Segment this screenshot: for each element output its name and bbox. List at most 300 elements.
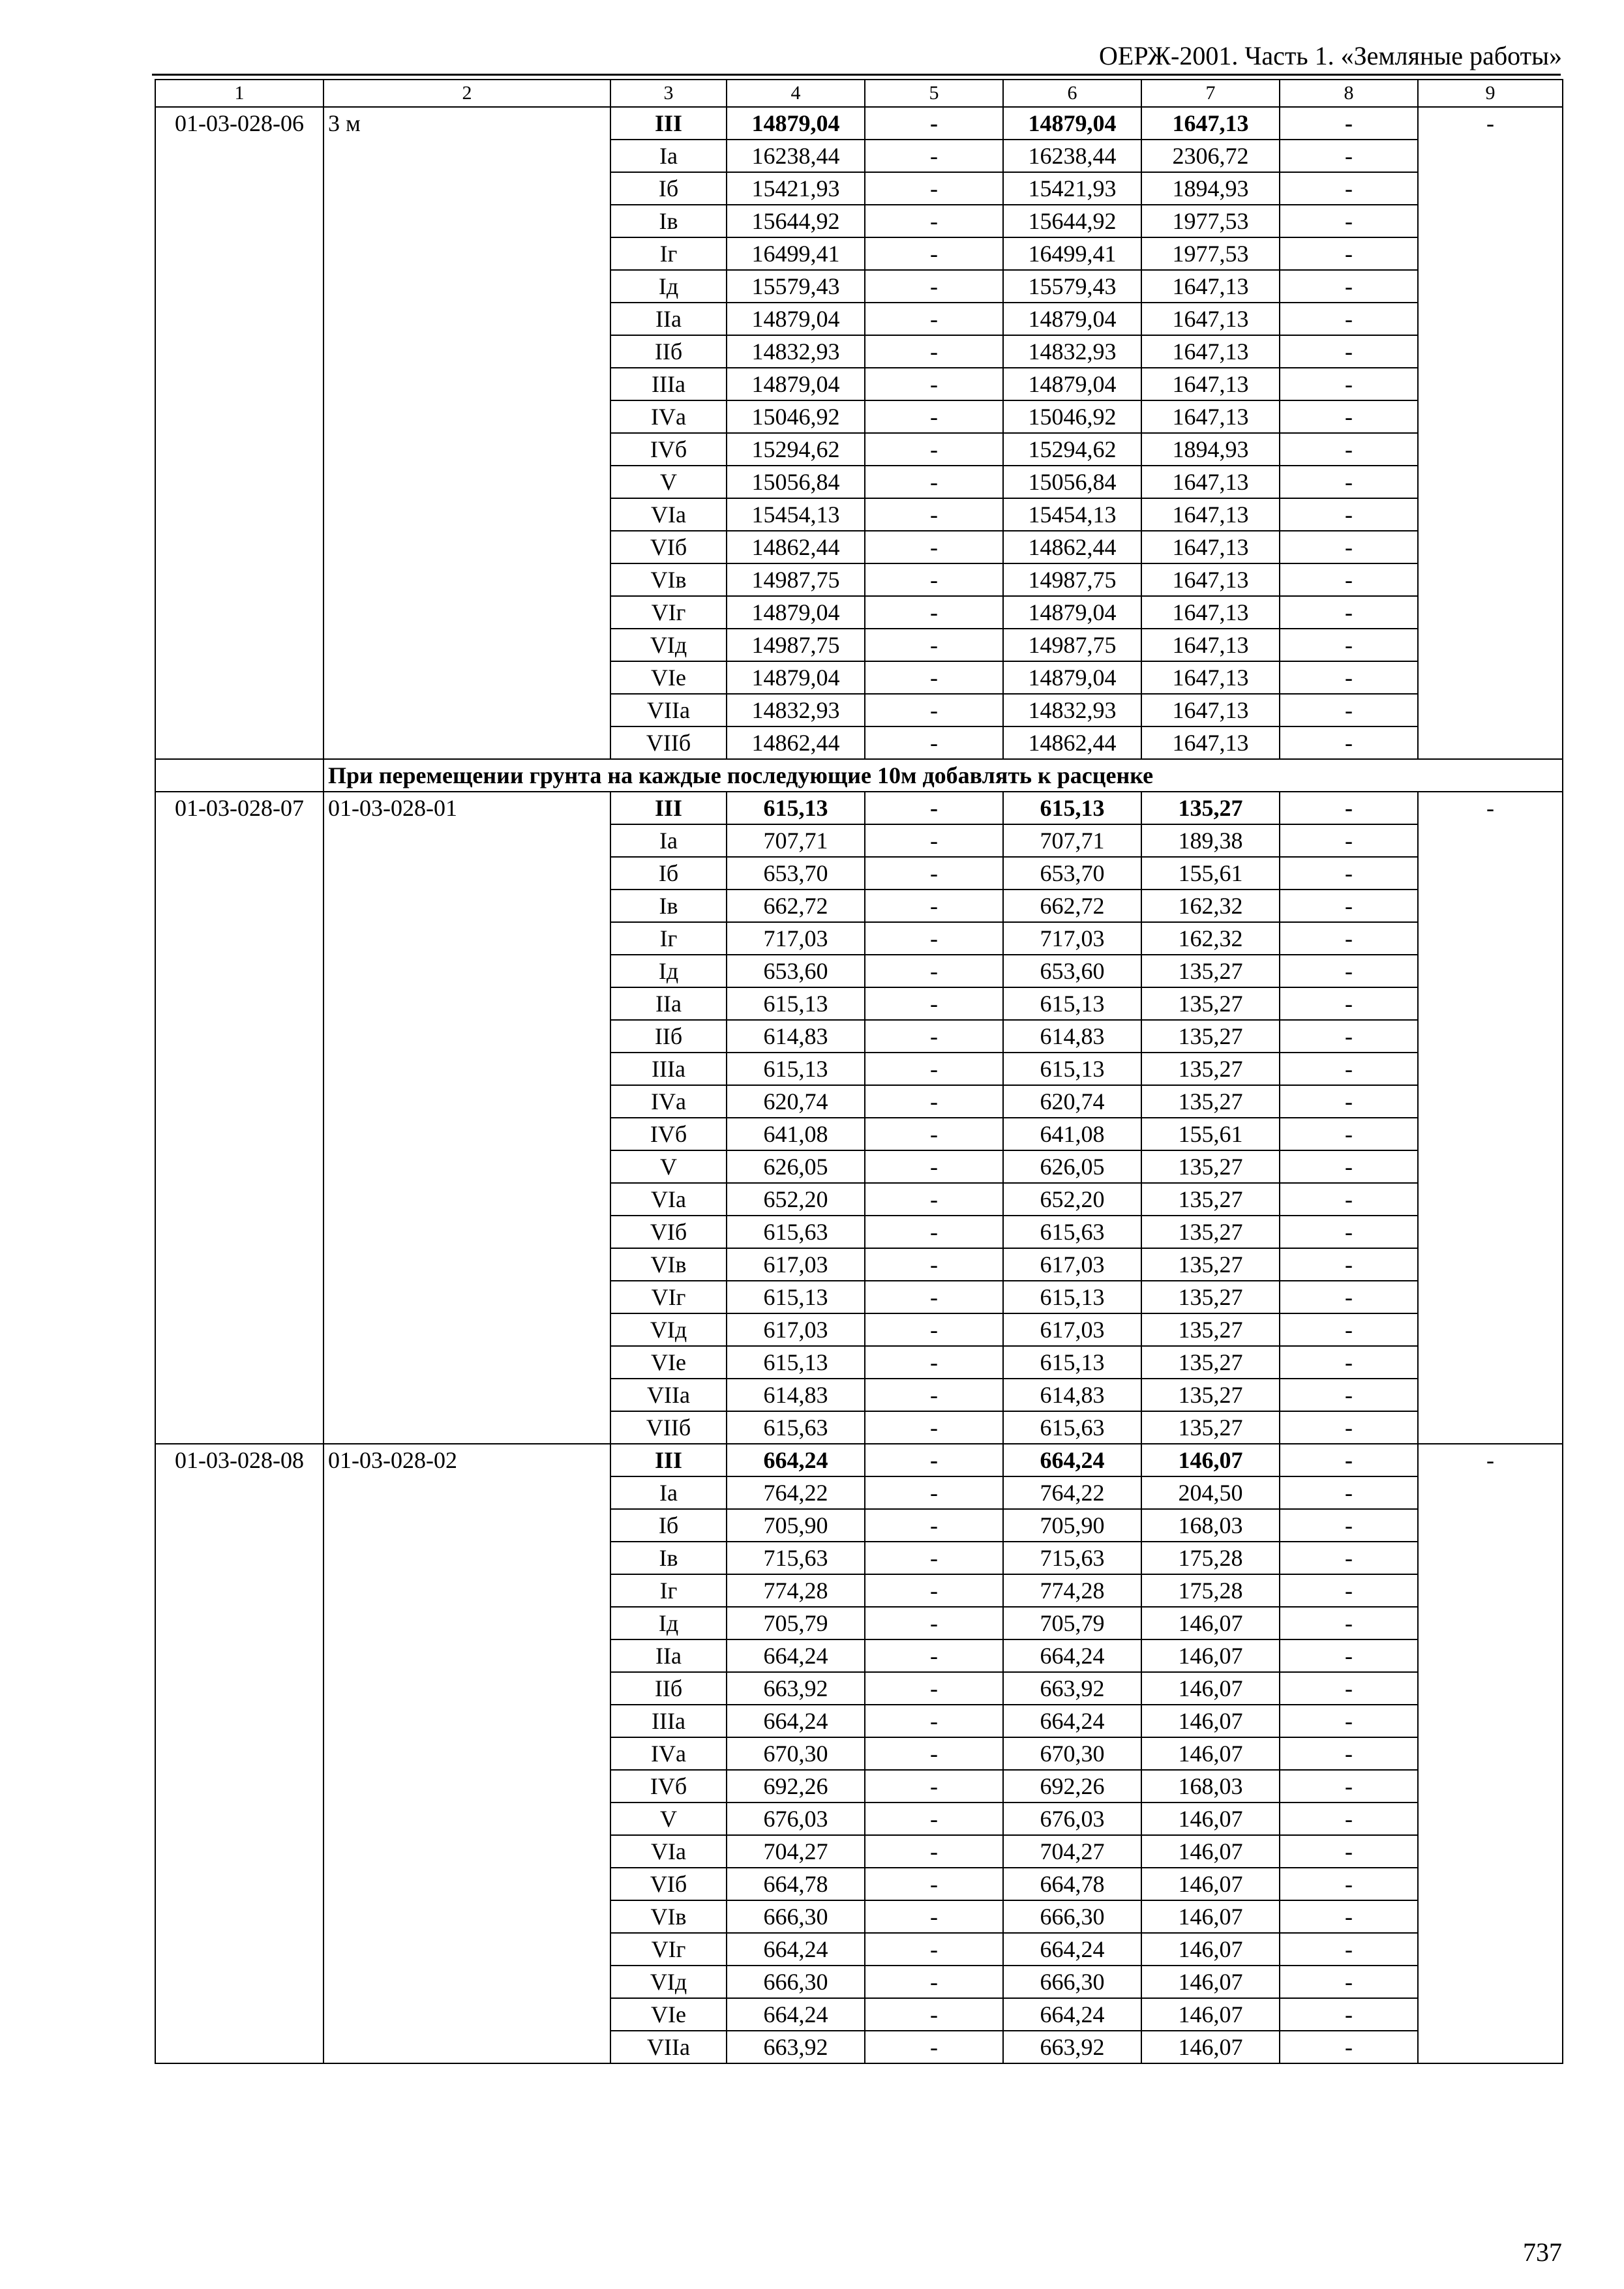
materials-cost: - — [1280, 1705, 1418, 1737]
incl-wages: 1647,13 — [1141, 629, 1280, 661]
incl-wages: 135,27 — [1141, 987, 1280, 1020]
labor-cost: - — [865, 2031, 1003, 2063]
materials-cost: - — [1280, 498, 1418, 531]
soil-group: IVа — [610, 1737, 727, 1770]
column-number: 3 — [610, 80, 727, 107]
total-cost: 764,22 — [727, 1476, 865, 1509]
labor-cost: - — [865, 1607, 1003, 1639]
soil-group: VIе — [610, 1998, 727, 2031]
materials-cost: - — [1280, 1868, 1418, 1900]
total-cost: 662,72 — [727, 890, 865, 922]
incl-wages: 135,27 — [1141, 1411, 1280, 1444]
machine-cost: 666,30 — [1003, 1966, 1141, 1998]
column-number: 5 — [865, 80, 1003, 107]
total-cost: 15421,93 — [727, 172, 865, 205]
incl-wages: 155,61 — [1141, 857, 1280, 890]
labor-cost: - — [865, 1118, 1003, 1150]
machine-cost: 662,72 — [1003, 890, 1141, 922]
soil-group: VIIб — [610, 1411, 727, 1444]
soil-group: IIб — [610, 335, 727, 368]
total-cost: 615,63 — [727, 1411, 865, 1444]
machine-cost: 663,92 — [1003, 1672, 1141, 1705]
labor-cost: - — [865, 1705, 1003, 1737]
labor-cost: - — [865, 400, 1003, 433]
incl-wages: 1647,13 — [1141, 303, 1280, 335]
table-row — [155, 792, 1563, 824]
machine-cost: 670,30 — [1003, 1737, 1141, 1770]
labor-cost: - — [865, 824, 1003, 857]
soil-group: IIа — [610, 1639, 727, 1672]
incl-wages: 162,32 — [1141, 890, 1280, 922]
materials-cost: - — [1280, 1444, 1418, 1476]
incl-wages: 1977,53 — [1141, 205, 1280, 237]
machine-cost: 615,63 — [1003, 1216, 1141, 1248]
soil-group: VIд — [610, 629, 727, 661]
total-cost: 16238,44 — [727, 140, 865, 172]
total-cost: 615,13 — [727, 987, 865, 1020]
machine-cost: 14879,04 — [1003, 303, 1141, 335]
rate-code: 01-03-028-07 — [155, 792, 323, 1444]
soil-group: III — [610, 107, 727, 140]
machine-cost: 15579,43 — [1003, 270, 1141, 303]
machine-cost: 614,83 — [1003, 1020, 1141, 1053]
page-number: 737 — [1523, 2237, 1562, 2267]
machine-cost: 14879,04 — [1003, 107, 1141, 140]
soil-group: VIIа — [610, 1379, 727, 1411]
labor-cost: - — [865, 563, 1003, 596]
materials-cost: - — [1280, 1346, 1418, 1379]
materials-cost: - — [1280, 1672, 1418, 1705]
labor-cost: - — [865, 1966, 1003, 1998]
materials-cost: - — [1280, 1509, 1418, 1542]
labor-cost: - — [865, 987, 1003, 1020]
total-cost: 615,13 — [727, 1346, 865, 1379]
total-cost: 666,30 — [727, 1966, 865, 1998]
incl-wages: 168,03 — [1141, 1770, 1280, 1803]
machine-cost: 707,71 — [1003, 824, 1141, 857]
incl-wages: 1647,13 — [1141, 270, 1280, 303]
labor-cost: - — [865, 1248, 1003, 1281]
soil-group: IVб — [610, 1118, 727, 1150]
labor-cost: - — [865, 1672, 1003, 1705]
total-cost: 774,28 — [727, 1574, 865, 1607]
incl-wages: 135,27 — [1141, 792, 1280, 824]
machine-cost: 614,83 — [1003, 1379, 1141, 1411]
total-cost: 641,08 — [727, 1118, 865, 1150]
labor-cost: - — [865, 1574, 1003, 1607]
machine-cost: 14862,44 — [1003, 726, 1141, 759]
soil-group: VIе — [610, 661, 727, 694]
machine-cost: 14862,44 — [1003, 531, 1141, 563]
materials-cost: - — [1280, 890, 1418, 922]
incl-wages: 1647,13 — [1141, 661, 1280, 694]
column-number: 7 — [1141, 80, 1280, 107]
machine-cost: 664,24 — [1003, 1444, 1141, 1476]
incl-wages: 1647,13 — [1141, 694, 1280, 726]
incl-wages: 146,07 — [1141, 1705, 1280, 1737]
labor-cost: - — [865, 531, 1003, 563]
incl-wages: 1647,13 — [1141, 335, 1280, 368]
total-cost: 615,63 — [727, 1216, 865, 1248]
soil-group: VIа — [610, 1183, 727, 1216]
incl-wages: 1647,13 — [1141, 596, 1280, 629]
materials-cost: - — [1280, 1248, 1418, 1281]
soil-group: VIг — [610, 1933, 727, 1966]
soil-group: V — [610, 1150, 727, 1183]
soil-group: VIIа — [610, 694, 727, 726]
soil-group: Iб — [610, 172, 727, 205]
materials-cost: - — [1280, 694, 1418, 726]
incl-wages: 1647,13 — [1141, 531, 1280, 563]
labor-cost: - — [865, 629, 1003, 661]
materials-cost: - — [1280, 368, 1418, 400]
materials-cost: - — [1280, 1542, 1418, 1574]
soil-group: IIб — [610, 1020, 727, 1053]
machine-cost: 704,27 — [1003, 1835, 1141, 1868]
total-cost: 663,92 — [727, 2031, 865, 2063]
rate-code: 01-03-028-06 — [155, 107, 323, 759]
soil-group: IIIа — [610, 1705, 727, 1737]
soil-group: VIе — [610, 1346, 727, 1379]
incl-wages: 146,07 — [1141, 1737, 1280, 1770]
machine-cost: 705,79 — [1003, 1607, 1141, 1639]
column-number: 2 — [323, 80, 610, 107]
machine-cost: 14832,93 — [1003, 335, 1141, 368]
machine-cost: 14879,04 — [1003, 596, 1141, 629]
materials-cost: - — [1280, 1020, 1418, 1053]
machine-cost: 15644,92 — [1003, 205, 1141, 237]
machine-cost: 14879,04 — [1003, 661, 1141, 694]
incl-wages: 175,28 — [1141, 1574, 1280, 1607]
machine-cost: 615,13 — [1003, 792, 1141, 824]
labor-cost: - — [865, 1933, 1003, 1966]
machine-cost: 692,26 — [1003, 1770, 1141, 1803]
incl-wages: 135,27 — [1141, 1379, 1280, 1411]
labor-cost: - — [865, 955, 1003, 987]
materials-cost: - — [1280, 270, 1418, 303]
section-heading-row — [155, 759, 1563, 792]
labor-cost: - — [865, 107, 1003, 140]
materials-cost: - — [1280, 987, 1418, 1020]
soil-group: Iв — [610, 205, 727, 237]
labor-cost: - — [865, 890, 1003, 922]
soil-group: Iб — [610, 1509, 727, 1542]
machine-cost: 15454,13 — [1003, 498, 1141, 531]
total-cost: 15294,62 — [727, 433, 865, 466]
materials-cost: - — [1280, 1281, 1418, 1313]
labor-hours: - — [1418, 1444, 1563, 2063]
labor-cost: - — [865, 466, 1003, 498]
labor-cost: - — [865, 498, 1003, 531]
labor-cost: - — [865, 172, 1003, 205]
materials-cost: - — [1280, 1476, 1418, 1509]
materials-cost: - — [1280, 792, 1418, 824]
machine-cost: 664,78 — [1003, 1868, 1141, 1900]
total-cost: 705,79 — [727, 1607, 865, 1639]
soil-group: Iа — [610, 1476, 727, 1509]
soil-group: IIIа — [610, 1053, 727, 1085]
total-cost: 670,30 — [727, 1737, 865, 1770]
incl-wages: 1647,13 — [1141, 726, 1280, 759]
total-cost: 16499,41 — [727, 237, 865, 270]
column-number: 9 — [1418, 80, 1563, 107]
incl-wages: 146,07 — [1141, 1803, 1280, 1835]
materials-cost: - — [1280, 1411, 1418, 1444]
total-cost: 15579,43 — [727, 270, 865, 303]
materials-cost: - — [1280, 237, 1418, 270]
machine-cost: 14879,04 — [1003, 368, 1141, 400]
labor-cost: - — [865, 1737, 1003, 1770]
soil-group: VIа — [610, 498, 727, 531]
machine-cost: 664,24 — [1003, 1705, 1141, 1737]
labor-cost: - — [865, 1053, 1003, 1085]
machine-cost: 666,30 — [1003, 1900, 1141, 1933]
total-cost: 14879,04 — [727, 107, 865, 140]
total-cost: 615,13 — [727, 1053, 865, 1085]
incl-wages: 2306,72 — [1141, 140, 1280, 172]
soil-group: VIд — [610, 1313, 727, 1346]
column-number: 6 — [1003, 80, 1141, 107]
soil-group: VIа — [610, 1835, 727, 1868]
materials-cost: - — [1280, 1085, 1418, 1118]
labor-cost: - — [865, 140, 1003, 172]
total-cost: 692,26 — [727, 1770, 865, 1803]
total-cost: 666,30 — [727, 1900, 865, 1933]
header-rule — [152, 74, 1561, 76]
total-cost: 664,24 — [727, 1933, 865, 1966]
total-cost: 15454,13 — [727, 498, 865, 531]
labor-hours: - — [1418, 107, 1563, 759]
materials-cost: - — [1280, 857, 1418, 890]
labor-hours: - — [1418, 792, 1563, 1444]
soil-group: VIг — [610, 596, 727, 629]
column-number: 1 — [155, 80, 323, 107]
incl-wages: 135,27 — [1141, 1313, 1280, 1346]
total-cost: 704,27 — [727, 1835, 865, 1868]
soil-group: Iд — [610, 1607, 727, 1639]
total-cost: 15056,84 — [727, 466, 865, 498]
total-cost: 14879,04 — [727, 303, 865, 335]
incl-wages: 1647,13 — [1141, 368, 1280, 400]
labor-cost: - — [865, 1868, 1003, 1900]
soil-group: Iд — [610, 270, 727, 303]
incl-wages: 204,50 — [1141, 1476, 1280, 1509]
labor-cost: - — [865, 694, 1003, 726]
labor-cost: - — [865, 1085, 1003, 1118]
incl-wages: 146,07 — [1141, 2031, 1280, 2063]
machine-cost: 615,63 — [1003, 1411, 1141, 1444]
materials-cost: - — [1280, 1574, 1418, 1607]
labor-cost: - — [865, 857, 1003, 890]
materials-cost: - — [1280, 955, 1418, 987]
incl-wages: 1647,13 — [1141, 400, 1280, 433]
materials-cost: - — [1280, 726, 1418, 759]
total-cost: 14879,04 — [727, 596, 865, 629]
total-cost: 14987,75 — [727, 629, 865, 661]
section-heading: При перемещении грунта на каждые последующие 10м добавлять к расценке — [323, 759, 1563, 792]
labor-cost: - — [865, 1216, 1003, 1248]
materials-cost: - — [1280, 400, 1418, 433]
total-cost: 14832,93 — [727, 335, 865, 368]
total-cost: 664,78 — [727, 1868, 865, 1900]
labor-cost: - — [865, 1509, 1003, 1542]
incl-wages: 135,27 — [1141, 1281, 1280, 1313]
machine-cost: 663,92 — [1003, 2031, 1141, 2063]
total-cost: 615,13 — [727, 792, 865, 824]
soil-group: III — [610, 1444, 727, 1476]
incl-wages: 1647,13 — [1141, 563, 1280, 596]
machine-cost: 717,03 — [1003, 922, 1141, 955]
labor-cost: - — [865, 726, 1003, 759]
machine-cost: 15421,93 — [1003, 172, 1141, 205]
soil-group: IVа — [610, 1085, 727, 1118]
materials-cost: - — [1280, 1183, 1418, 1216]
incl-wages: 1894,93 — [1141, 433, 1280, 466]
machine-cost: 16499,41 — [1003, 237, 1141, 270]
materials-cost: - — [1280, 1150, 1418, 1183]
materials-cost: - — [1280, 629, 1418, 661]
labor-cost: - — [865, 1183, 1003, 1216]
machine-cost: 617,03 — [1003, 1313, 1141, 1346]
labor-cost: - — [865, 1150, 1003, 1183]
machine-cost: 615,13 — [1003, 1346, 1141, 1379]
materials-cost: - — [1280, 824, 1418, 857]
soil-group: Iг — [610, 922, 727, 955]
materials-cost: - — [1280, 1313, 1418, 1346]
total-cost: 664,24 — [727, 1998, 865, 2031]
materials-cost: - — [1280, 205, 1418, 237]
incl-wages: 135,27 — [1141, 1150, 1280, 1183]
labor-cost: - — [865, 792, 1003, 824]
total-cost: 653,60 — [727, 955, 865, 987]
total-cost: 715,63 — [727, 1542, 865, 1574]
labor-cost: - — [865, 1281, 1003, 1313]
total-cost: 707,71 — [727, 824, 865, 857]
machine-cost: 615,13 — [1003, 1053, 1141, 1085]
soil-group: III — [610, 792, 727, 824]
labor-cost: - — [865, 1998, 1003, 2031]
soil-group: V — [610, 466, 727, 498]
soil-group: VIв — [610, 1248, 727, 1281]
incl-wages: 1647,13 — [1141, 498, 1280, 531]
incl-wages: 146,07 — [1141, 1835, 1280, 1868]
machine-cost: 653,70 — [1003, 857, 1141, 890]
materials-cost: - — [1280, 1379, 1418, 1411]
machine-cost: 705,90 — [1003, 1509, 1141, 1542]
total-cost: 664,24 — [727, 1444, 865, 1476]
materials-cost: - — [1280, 2031, 1418, 2063]
incl-wages: 146,07 — [1141, 1868, 1280, 1900]
soil-group: VIб — [610, 1216, 727, 1248]
machine-cost: 14832,93 — [1003, 694, 1141, 726]
total-cost: 652,20 — [727, 1183, 865, 1216]
total-cost: 705,90 — [727, 1509, 865, 1542]
incl-wages: 175,28 — [1141, 1542, 1280, 1574]
rate-description: 01-03-028-02 — [323, 1444, 610, 2063]
column-number: 8 — [1280, 80, 1418, 107]
total-cost: 676,03 — [727, 1803, 865, 1835]
materials-cost: - — [1280, 1737, 1418, 1770]
labor-cost: - — [865, 1639, 1003, 1672]
table-row — [155, 107, 1563, 140]
incl-wages: 135,27 — [1141, 1216, 1280, 1248]
total-cost: 14879,04 — [727, 368, 865, 400]
section-heading-spacer — [155, 759, 323, 792]
incl-wages: 146,07 — [1141, 1900, 1280, 1933]
column-number-row — [155, 80, 1563, 107]
materials-cost: - — [1280, 107, 1418, 140]
materials-cost: - — [1280, 1933, 1418, 1966]
materials-cost: - — [1280, 1118, 1418, 1150]
labor-cost: - — [865, 1379, 1003, 1411]
soil-group: Iа — [610, 140, 727, 172]
soil-group: VIб — [610, 1868, 727, 1900]
incl-wages: 1647,13 — [1141, 107, 1280, 140]
soil-group: Iв — [610, 1542, 727, 1574]
materials-cost: - — [1280, 335, 1418, 368]
total-cost: 617,03 — [727, 1313, 865, 1346]
machine-cost: 617,03 — [1003, 1248, 1141, 1281]
labor-cost: - — [865, 596, 1003, 629]
soil-group: VIг — [610, 1281, 727, 1313]
labor-cost: - — [865, 1803, 1003, 1835]
incl-wages: 135,27 — [1141, 955, 1280, 987]
total-cost: 14832,93 — [727, 694, 865, 726]
total-cost: 717,03 — [727, 922, 865, 955]
incl-wages: 135,27 — [1141, 1020, 1280, 1053]
incl-wages: 135,27 — [1141, 1183, 1280, 1216]
machine-cost: 14987,75 — [1003, 563, 1141, 596]
machine-cost: 664,24 — [1003, 1933, 1141, 1966]
labor-cost: - — [865, 335, 1003, 368]
total-cost: 14862,44 — [727, 726, 865, 759]
incl-wages: 1894,93 — [1141, 172, 1280, 205]
soil-group: V — [610, 1803, 727, 1835]
labor-cost: - — [865, 433, 1003, 466]
soil-group: Iг — [610, 237, 727, 270]
total-cost: 15644,92 — [727, 205, 865, 237]
incl-wages: 146,07 — [1141, 1966, 1280, 1998]
total-cost: 620,74 — [727, 1085, 865, 1118]
running-header: ОЕРЖ-2001. Часть 1. «Земляные работы» — [1099, 41, 1562, 70]
soil-group: IVб — [610, 1770, 727, 1803]
rate-description: 01-03-028-01 — [323, 792, 610, 1444]
labor-cost: - — [865, 1900, 1003, 1933]
materials-cost: - — [1280, 1607, 1418, 1639]
materials-cost: - — [1280, 531, 1418, 563]
machine-cost: 715,63 — [1003, 1542, 1141, 1574]
materials-cost: - — [1280, 1803, 1418, 1835]
soil-group: VIб — [610, 531, 727, 563]
materials-cost: - — [1280, 140, 1418, 172]
labor-cost: - — [865, 1346, 1003, 1379]
total-cost: 626,05 — [727, 1150, 865, 1183]
machine-cost: 764,22 — [1003, 1476, 1141, 1509]
total-cost: 614,83 — [727, 1379, 865, 1411]
materials-cost: - — [1280, 1639, 1418, 1672]
total-cost: 614,83 — [727, 1020, 865, 1053]
machine-cost: 652,20 — [1003, 1183, 1141, 1216]
machine-cost: 676,03 — [1003, 1803, 1141, 1835]
incl-wages: 189,38 — [1141, 824, 1280, 857]
incl-wages: 1977,53 — [1141, 237, 1280, 270]
soil-group: IIа — [610, 987, 727, 1020]
materials-cost: - — [1280, 1900, 1418, 1933]
labor-cost: - — [865, 1411, 1003, 1444]
total-cost: 14879,04 — [727, 661, 865, 694]
materials-cost: - — [1280, 303, 1418, 335]
incl-wages: 146,07 — [1141, 1672, 1280, 1705]
